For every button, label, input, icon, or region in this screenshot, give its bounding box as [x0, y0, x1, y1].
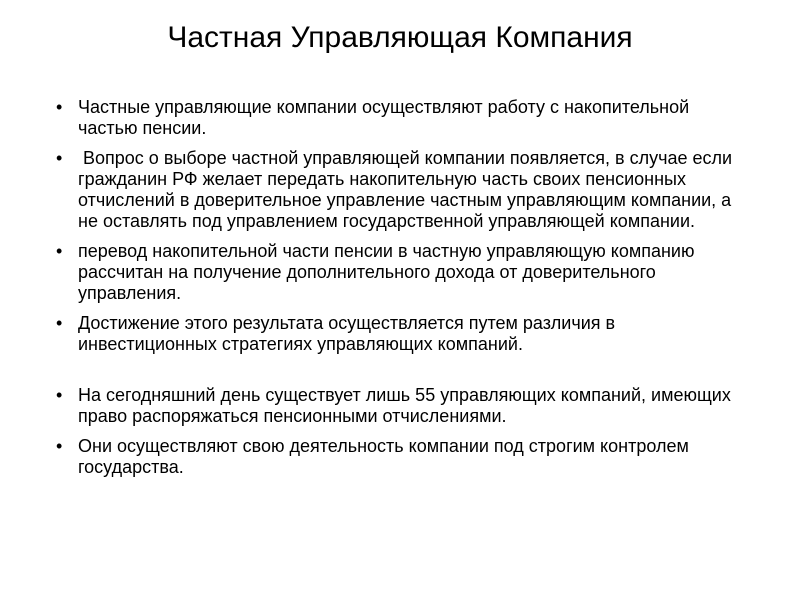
- bullet-dot: •: [56, 313, 63, 333]
- bullet-list: [56, 97, 746, 487]
- bullet-text: Достижение этого результата осуществляется путем различия в инвестиционных стратегиях управляющих компаний.: [78, 313, 616, 354]
- bullet-dot: •: [56, 97, 63, 117]
- bullet-dot: •: [56, 385, 63, 405]
- bullet-text: перевод накопительной части пенсии в частную управляющую компанию рассчитан на получение дополнительного дохода от доверительного управления.: [78, 241, 695, 303]
- bullet-text: На сегодняшний день существует лишь 55 управляющих компаний, имеющих право распоряжаться пенсионными отчислениями.: [78, 385, 731, 426]
- bullet-text: Частные управляющие компании осуществляют работу с накопительной частью пенсии.: [78, 97, 690, 138]
- bullet-dot: •: [56, 241, 63, 261]
- bullet-text: Вопрос о выборе частной управляющей компании появляется, в случае если гражданин РФ желает передать накопительную часть своих пенсионных отчислений в доверительное управление частным управляющим компании, а не оставлять под управлением государственной управляющей компании.: [78, 148, 738, 231]
- bullet-text: Они осуществляют свою деятельность компании под строгим контролем государства.: [78, 436, 689, 477]
- bullet-item: [56, 97, 746, 139]
- bullet-item: [56, 241, 746, 304]
- bullet-item: [56, 313, 746, 355]
- bullet-item: [56, 436, 746, 478]
- bullet-dot: •: [56, 148, 63, 168]
- bullet-item: [56, 148, 746, 232]
- bullet-item: [56, 385, 746, 427]
- slide-title: Частная Управляющая Компания: [167, 21, 633, 54]
- bullet-dot: •: [56, 436, 63, 456]
